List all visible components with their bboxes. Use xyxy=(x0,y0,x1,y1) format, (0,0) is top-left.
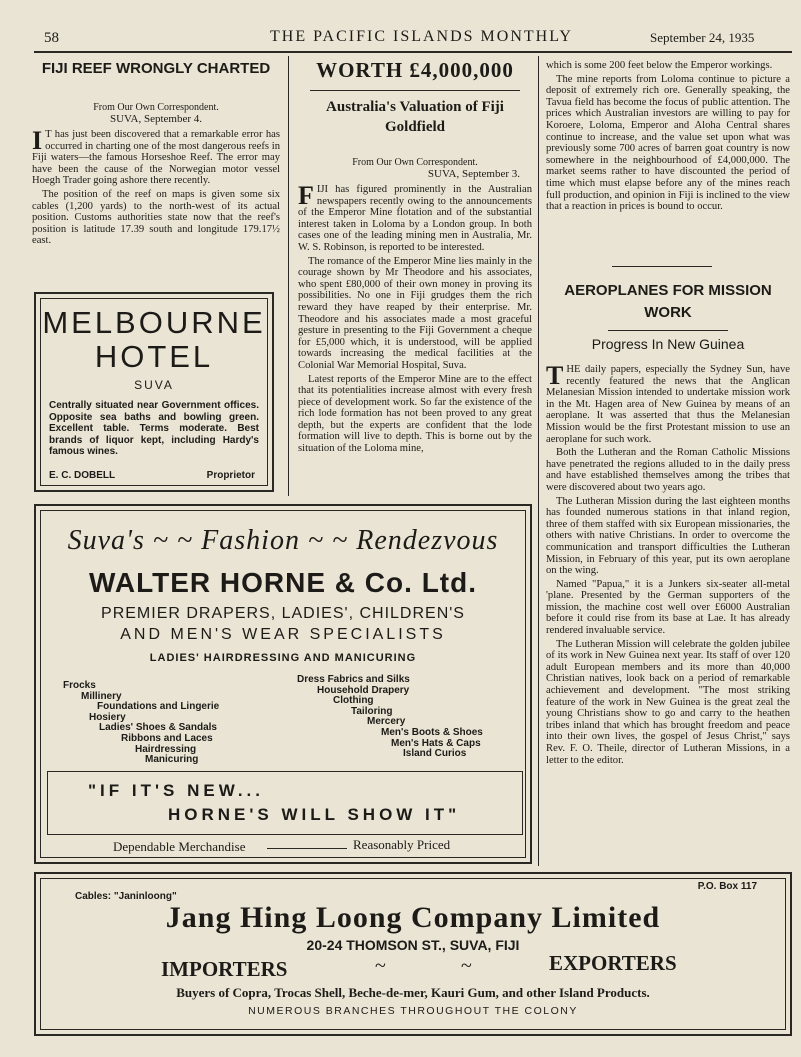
horne-product-item: Dress Fabrics and Silks xyxy=(297,674,410,685)
horne-tagline: Suva's ~ ~ Fashion ~ ~ Rendezvous xyxy=(67,525,499,556)
page-header xyxy=(0,0,801,48)
jang-cables: Cables: "Janinloong" xyxy=(75,891,177,902)
goldfield-paragraph: Latest reports of the Emperor Mine are to the effect that its potentialities increase almost with every fresh piece of development work. So far the existence of the rich lode formation has not been proved to any great depth, but the experts are confident that the lode formation will live to depth. This is borne out by the situation of the Loloma mine, xyxy=(298,373,532,455)
horne-product-item: Hosiery xyxy=(89,711,126,723)
horne-slogan-1: "IF IT'S NEW... xyxy=(88,781,264,800)
horne-specialty-1: PREMIER DRAPERS, LADIES', CHILDREN'S xyxy=(101,605,465,622)
publication-title: THE PACIFIC ISLANDS MONTHLY xyxy=(270,28,573,45)
goldfield-byline: From Our Own Correspondent. xyxy=(352,157,478,168)
walter-horne-ad xyxy=(34,504,532,864)
horne-product-item: Hairdressing xyxy=(135,743,197,755)
hotel-location: SUVA xyxy=(134,378,174,392)
horne-product-item: Ladies' Shoes & Sandals xyxy=(99,722,217,734)
goldfield-dateline: SUVA, September 3. xyxy=(427,168,520,180)
horne-company: WALTER HORNE & Co. Ltd. xyxy=(89,567,477,598)
reef-paragraph: The position of the reef on maps is given some six cables (1,200 yards) to the north-west of its actual position. Customs authorities state now that the reef's position is latitude 17.39 south and longitude 179.17½ east. xyxy=(32,188,280,247)
jang-importers: IMPORTERS xyxy=(161,957,288,981)
hotel-name-line1: MELBOURNE xyxy=(42,305,266,340)
horne-footer-rule xyxy=(267,848,347,849)
column-divider-2 xyxy=(538,56,539,866)
horne-product-item: Ribbons and Laces xyxy=(121,732,213,744)
reef-article xyxy=(32,58,280,249)
goldfield-paragraph: The mine reports from Loloma continue to picture a deposit of extremely rich ore. Generally speaking, the Tavua field has become the focus of public attention. The prices which Australian investors are willing to pay for Koroere, Loloma, Emperor and Aloha Central shares continue to increase, and the value set upon what was previously some 700 acres of barren goat country is now somewhere in the neighbourhood of £4,000,000. The market seems rather to have discounted the period of time which must elapse before any of the mines reach full production, and opinion in Fiji is inclined to the view that a reaction in prices is bound to occur. xyxy=(546,73,790,213)
horne-footer-right: Reasonably Priced xyxy=(353,837,451,852)
aeroplanes-paragraph: The Lutheran Mission during the last eighteen months has founded numerous stations in that inland region, three of them staffed with six European missionaries, the others with native Christians. In order to overcome the communication and transport difficulties the Lutheran Mission, in February of this year, put its own aeroplane on the wing. xyxy=(546,495,790,577)
aeroplanes-subtitle: Progress In New Guinea xyxy=(591,336,745,352)
horne-product-item: Household Drapery xyxy=(317,684,410,696)
aeroplanes-article xyxy=(546,280,790,768)
column-divider-1 xyxy=(288,56,289,496)
horne-left-list xyxy=(63,681,303,766)
horne-product-item: Mercery xyxy=(367,716,406,728)
horne-slogan-2: HORNE'S WILL SHOW IT" xyxy=(168,805,461,824)
page-number: 58 xyxy=(44,30,59,46)
horne-product-item: Island Curios xyxy=(403,748,467,760)
jang-buyers: Buyers of Copra, Trocas Shell, Beche-de-mer, Kauri Gum, and other Island Products. xyxy=(176,985,650,1000)
horne-specialty-3: LADIES' HAIRDRESSING AND MANICURING xyxy=(149,652,417,664)
goldfield-paragraph: which is some 200 feet below the Emperor workings. xyxy=(546,60,773,71)
section-rule xyxy=(612,266,712,267)
jang-company: Jang Hing Loong Company Limited xyxy=(165,901,661,934)
jang-tilde: ~ xyxy=(461,955,472,977)
horne-product-item: Manicuring xyxy=(145,754,199,766)
horne-product-item: Tailoring xyxy=(351,705,393,717)
horne-slogan-box xyxy=(47,771,523,835)
aeroplanes-rule xyxy=(608,330,728,331)
horne-product-item: Clothing xyxy=(333,695,374,707)
jang-exporters: EXPORTERS xyxy=(549,951,677,975)
aeroplanes-title: AEROPLANES FOR MISSION WORK xyxy=(564,282,772,321)
goldfield-continuation xyxy=(546,60,790,215)
goldfield-article xyxy=(298,58,532,457)
horne-product-item: Men's Boots & Shoes xyxy=(381,726,483,738)
jang-branches: NUMEROUS BRANCHES THROUGHOUT THE COLONY xyxy=(248,1005,578,1017)
horne-footer-left: Dependable Merchandise xyxy=(113,839,246,854)
aeroplanes-drop-cap: T xyxy=(546,361,564,390)
jang-po-box: P.O. Box 117 xyxy=(697,881,757,892)
hotel-description: Centrally situated near Government offices. Opposite sea baths and bowling green. Excellent table. Terms moderate. Best brands of liquor kept, including Hardy's famous wines. xyxy=(49,400,259,457)
aeroplanes-paragraph: Named "Papua," it is a Junkers six-seater all-metal 'plane. Presented by the German supporters of the mission, the machine cost well over £6000 Australian before it could rise from its base at Lae. It has already rendered invaluable service. xyxy=(546,578,790,637)
header-rule xyxy=(34,51,792,53)
aeroplanes-paragraph: HE daily papers, especially the Sydney Sun, have recently featured the news that the Anglican Melanesian Mission intended to undertake mission work in the Mt. Hagen area of New Guinea by means of an aeroplane. It was asserted that thus the Melanesian Mission would be the first Protestant mission to use an aeroplane for such work. xyxy=(546,364,790,445)
horne-product-item: Men's Hats & Caps xyxy=(391,737,481,749)
jang-address: 20-24 THOMSON ST., SUVA, FIJI xyxy=(306,937,520,953)
reef-byline: From Our Own Correspondent. xyxy=(93,102,219,113)
goldfield-headline: WORTH £4,000,000 xyxy=(316,58,514,82)
goldfield-paragraph: The romance of the Emperor Mine lies mainly in the courage shown by Mr Theodore and his associates, who spent £80,000 of their own money in proving its possibilities. No one in Fiji grudges them the rich reward they have reaped by their enterprise. Mr. Theodore and his associates made a most graceful gesture in presenting to the Fiji Government a cheque for £5,000 which, it is understood, will be applied towards increasing the medical facilities at the Colonial War Memorial Hospital, Suva. xyxy=(298,255,532,371)
reef-drop-cap: I xyxy=(32,126,43,155)
hotel-owner: E. C. DOBELL xyxy=(49,470,116,481)
reef-dateline: SUVA, September 4. xyxy=(109,113,203,125)
horne-product-item: Millinery xyxy=(81,690,122,702)
hotel-name-line2: HOTEL xyxy=(94,339,214,374)
hotel-owner-title: Proprietor xyxy=(206,470,255,481)
reef-paragraph: T has just been discovered that a remarkable error has occurred in charting one of the most dangerous reefs in Fiji waters—the famous Horseshoe Reef. The error may have been the cause of the Norwegian motor vessel Hoegh Trader going ashore there recently. xyxy=(32,129,280,187)
jang-tilde: ~ xyxy=(375,955,386,977)
aeroplanes-paragraph: The Lutheran Mission will celebrate the golden jubilee of its work in New Guinea next year. Its staff of over 120 adult European members and its more than 40,000 Christian natives, look back on a period of remarkable achievement and development. "The most striking feature of the work in New Guinea is the great zeal the young Christians show to go and carry to the heathen tribes inland that which has brought freedom and peace into their own lives, the gospel of Jesus Christ," says Rev. F. O. Theile, director of Lutheran Missions, in a letter to the editor. xyxy=(546,638,790,766)
goldfield-subtitle: Australia's Valuation of Fiji Goldfield xyxy=(326,99,504,135)
reef-title: FIJI REEF WRONGLY CHARTED xyxy=(41,60,271,77)
horne-product-item: Foundations and Lingerie xyxy=(97,701,220,713)
horne-right-list xyxy=(297,675,537,760)
aeroplanes-paragraph: Both the Lutheran and the Roman Catholic Missions have penetrated the regions alluded to in the daily press and have established themselves among the tribes that were discovered about two years ago. xyxy=(546,447,790,493)
goldfield-drop-cap: F xyxy=(298,181,314,210)
issue-date: September 24, 1935 xyxy=(650,30,755,45)
goldfield-rule xyxy=(310,90,520,91)
jang-hing-loong-ad xyxy=(34,872,792,1036)
horne-product-item: Frocks xyxy=(63,680,96,691)
melbourne-hotel-ad xyxy=(34,292,274,492)
horne-specialty-2: AND MEN'S WEAR SPECIALISTS xyxy=(120,626,446,643)
goldfield-paragraph: IJI has figured prominently in the Australian newspapers recently owing to the announcements of the Emperor Mine flotation and of the substantial interest taken in Loloma by a London group. In both cases one of the leading mining men in Australia, Mr. W. S. Robinson, is reported to be interested. xyxy=(298,184,532,253)
